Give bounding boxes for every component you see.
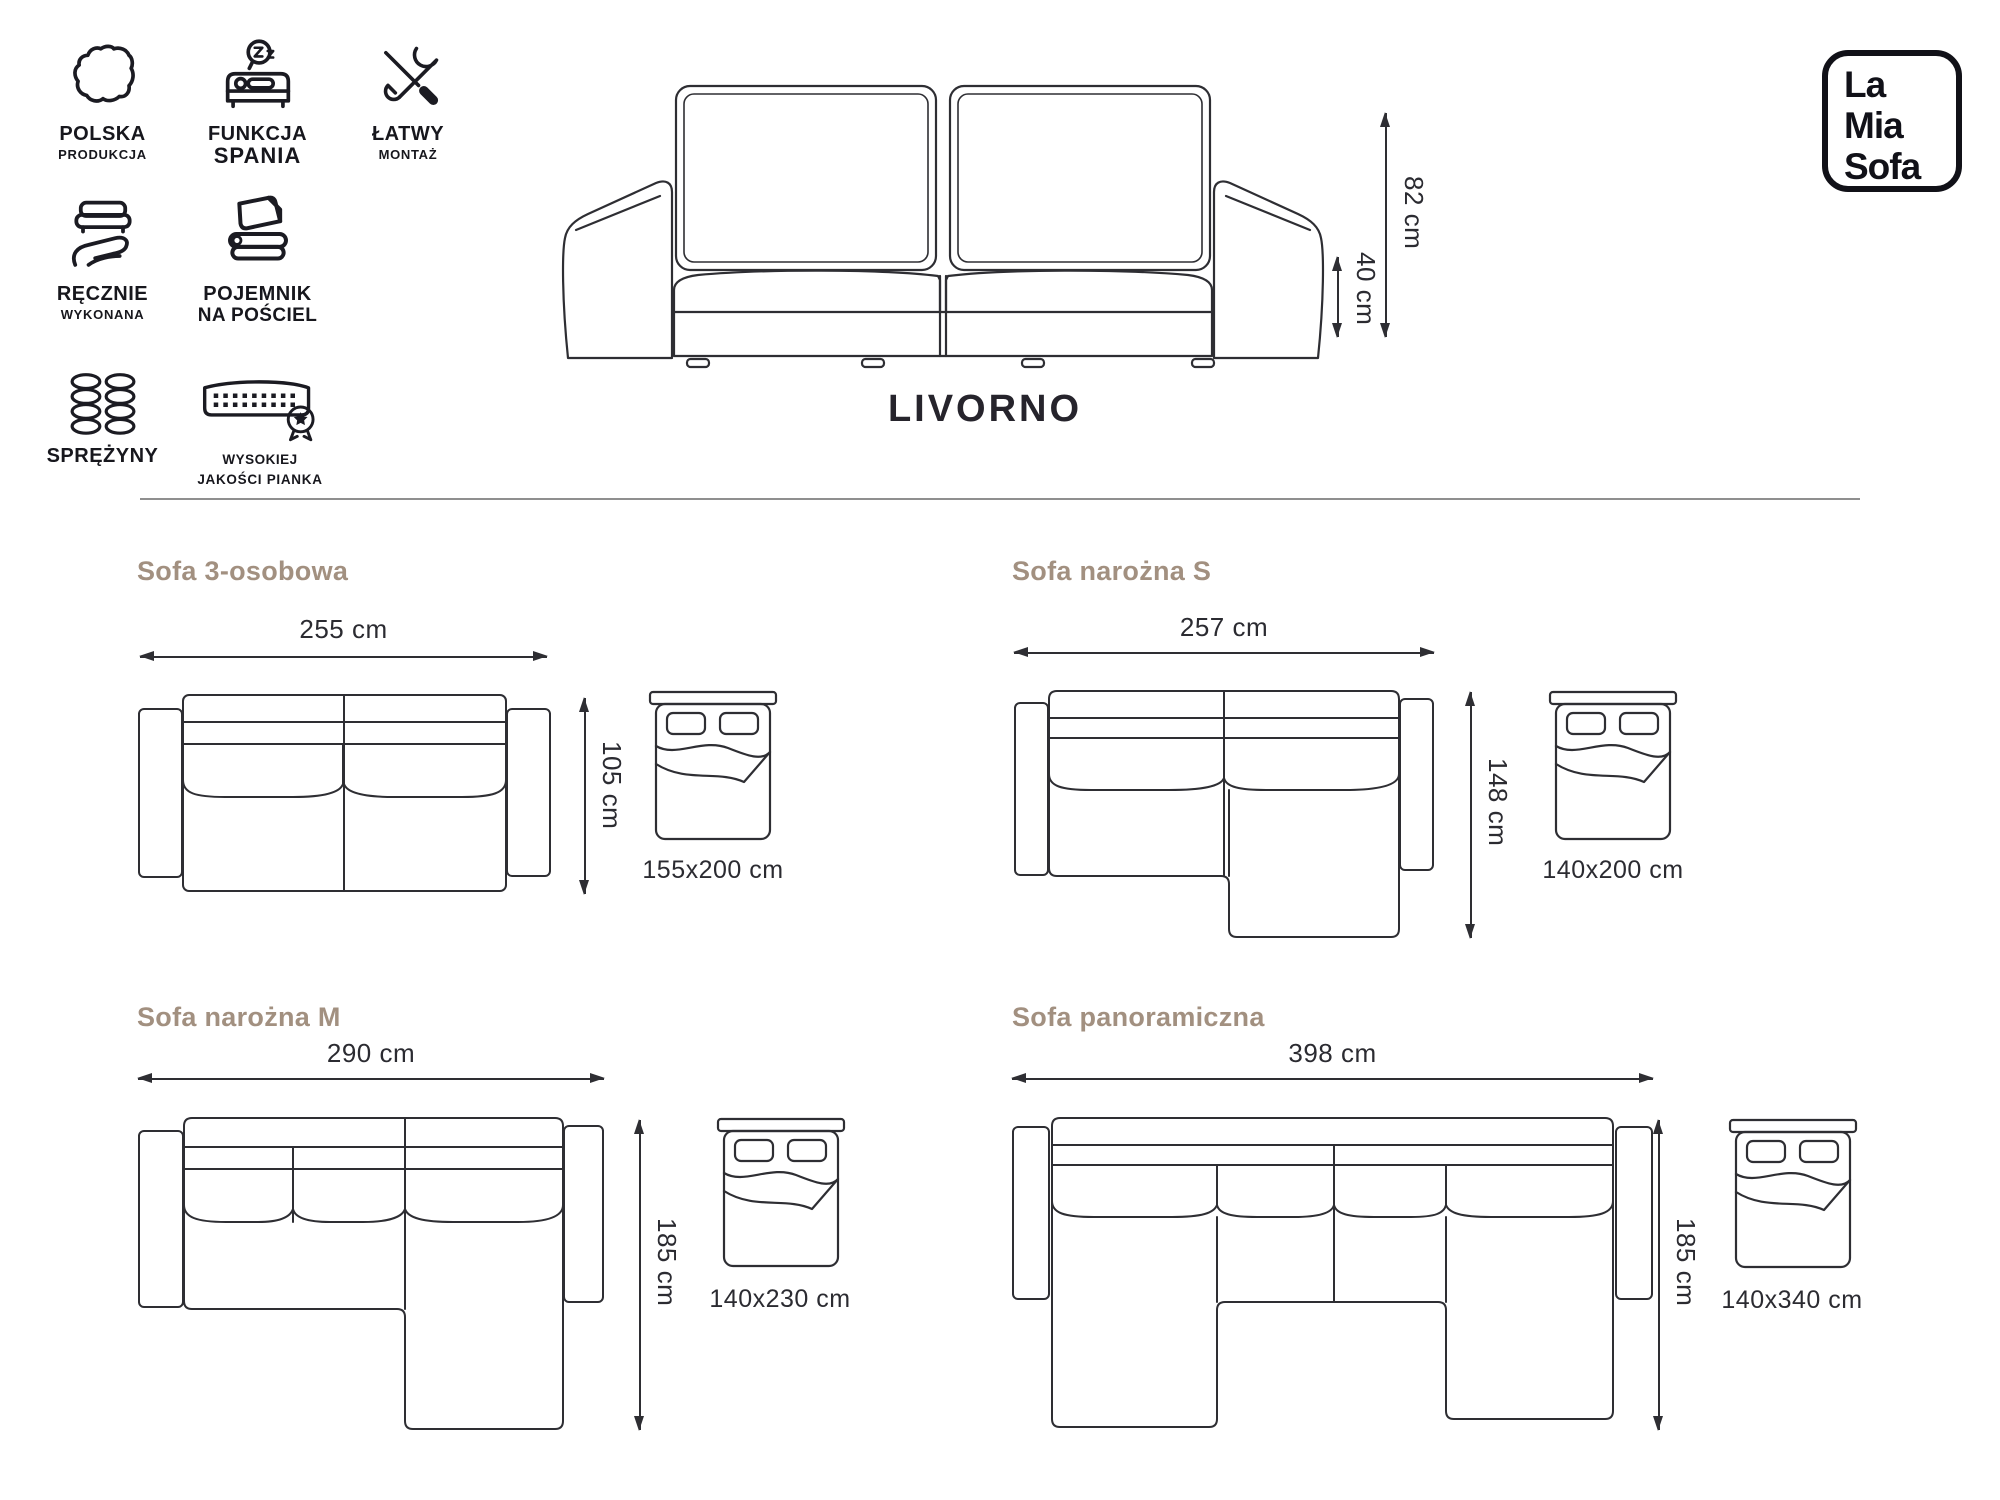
width-dimension-label: 257 cm <box>1179 612 1269 642</box>
hand-care-icon <box>35 196 170 276</box>
width-dimension-arrow <box>1012 1078 1653 1080</box>
width-dimension-arrow <box>138 1078 604 1080</box>
bed-size-label: 140x340 cm <box>1721 1286 1863 1314</box>
feature-sprezyny <box>35 372 170 469</box>
feature-latwy-montaz <box>348 38 468 162</box>
section-divider <box>140 498 1860 500</box>
depth-dimension-arrow <box>1470 692 1472 938</box>
brand-logo-line: La <box>1844 64 1886 105</box>
depth-dimension-arrow <box>639 1120 641 1430</box>
feature-polska-produkcja <box>35 38 170 162</box>
feature-sublabel: JAKOŚCI PIANKA <box>197 472 323 487</box>
feature-sublabel: PRODUKCJA <box>58 147 147 162</box>
variant-title-3-osobowa: Sofa 3-osobowa <box>137 556 349 586</box>
brand-logo-line: Mia <box>1844 105 1903 146</box>
sofa-top-view-panoramiczna <box>1012 1117 1653 1430</box>
bedding-container-icon <box>180 192 335 276</box>
depth-dimension-label: 185 cm <box>1671 1218 1701 1307</box>
feature-label: SPRĘŻYNY <box>46 445 159 467</box>
feature-label: POLSKA <box>59 123 146 145</box>
feature-funkcja-spania <box>190 38 325 168</box>
feature-pojemnik-na-posciel <box>180 192 335 326</box>
depth-dimension-label: 105 cm <box>597 741 627 830</box>
feature-sublabel: MONTAŻ <box>378 147 438 162</box>
feature-label: ŁATWY <box>371 123 445 145</box>
feature-label: FUNKCJA <box>207 123 308 145</box>
seat-height-dimension-label: 40 cm <box>1351 252 1381 326</box>
brand-logo <box>1822 50 1962 192</box>
poland-map-icon <box>35 38 170 116</box>
product-title: LIVORNO <box>887 388 1083 430</box>
height-dimension-arrow <box>1385 113 1387 337</box>
depth-dimension-arrow <box>584 698 586 894</box>
brand-logo-line: Sofa <box>1844 146 1921 187</box>
sofa-top-view-3-osobowa <box>138 694 551 892</box>
bed-size-label: 140x230 cm <box>709 1285 851 1313</box>
bed-top-view-icon <box>1548 690 1678 842</box>
feature-sublabel: NA POŚCIEL <box>197 305 318 326</box>
height-dimension-label: 82 cm <box>1399 176 1429 250</box>
bed-top-view-icon <box>648 690 778 842</box>
width-dimension-label: 398 cm <box>1288 1038 1377 1068</box>
sofa-top-view-narozna-m <box>138 1117 604 1430</box>
width-dimension-label: 290 cm <box>326 1038 416 1068</box>
feature-wysokiej-jakosci-pianka <box>165 372 355 487</box>
tools-icon <box>348 38 468 116</box>
bed-size-label: 155x200 cm <box>642 856 784 884</box>
seat-height-dimension-arrow <box>1337 257 1339 337</box>
feature-label: RĘCZNIE <box>56 283 149 305</box>
feature-label: WYSOKIEJ <box>222 452 298 467</box>
feature-sublabel: WYKONANA <box>60 307 145 322</box>
sofa-front-view-drawing <box>552 80 1334 370</box>
depth-dimension-arrow <box>1658 1120 1660 1430</box>
springs-icon <box>35 372 170 438</box>
foam-quality-icon <box>165 372 355 442</box>
sofa-top-view-narozna-s <box>1014 690 1434 938</box>
depth-dimension-label: 185 cm <box>652 1218 682 1307</box>
variant-title-narozna-s: Sofa narożna S <box>1012 556 1212 586</box>
feature-sublabel: SPANIA <box>213 143 302 168</box>
bed-size-label: 140x200 cm <box>1542 856 1684 884</box>
feature-label: POJEMNIK <box>203 283 312 305</box>
bed-top-view-icon <box>716 1117 846 1269</box>
depth-dimension-label: 148 cm <box>1483 758 1513 847</box>
sleep-function-icon <box>190 38 325 116</box>
variant-title-narozna-m: Sofa narożna M <box>137 1002 341 1032</box>
feature-recznie-wykonana <box>35 196 170 322</box>
width-dimension-label: 255 cm <box>299 614 388 644</box>
bed-top-view-icon <box>1728 1118 1858 1270</box>
variant-title-panoramiczna: Sofa panoramiczna <box>1012 1002 1265 1032</box>
width-dimension-arrow <box>140 656 547 658</box>
width-dimension-arrow <box>1014 652 1434 654</box>
